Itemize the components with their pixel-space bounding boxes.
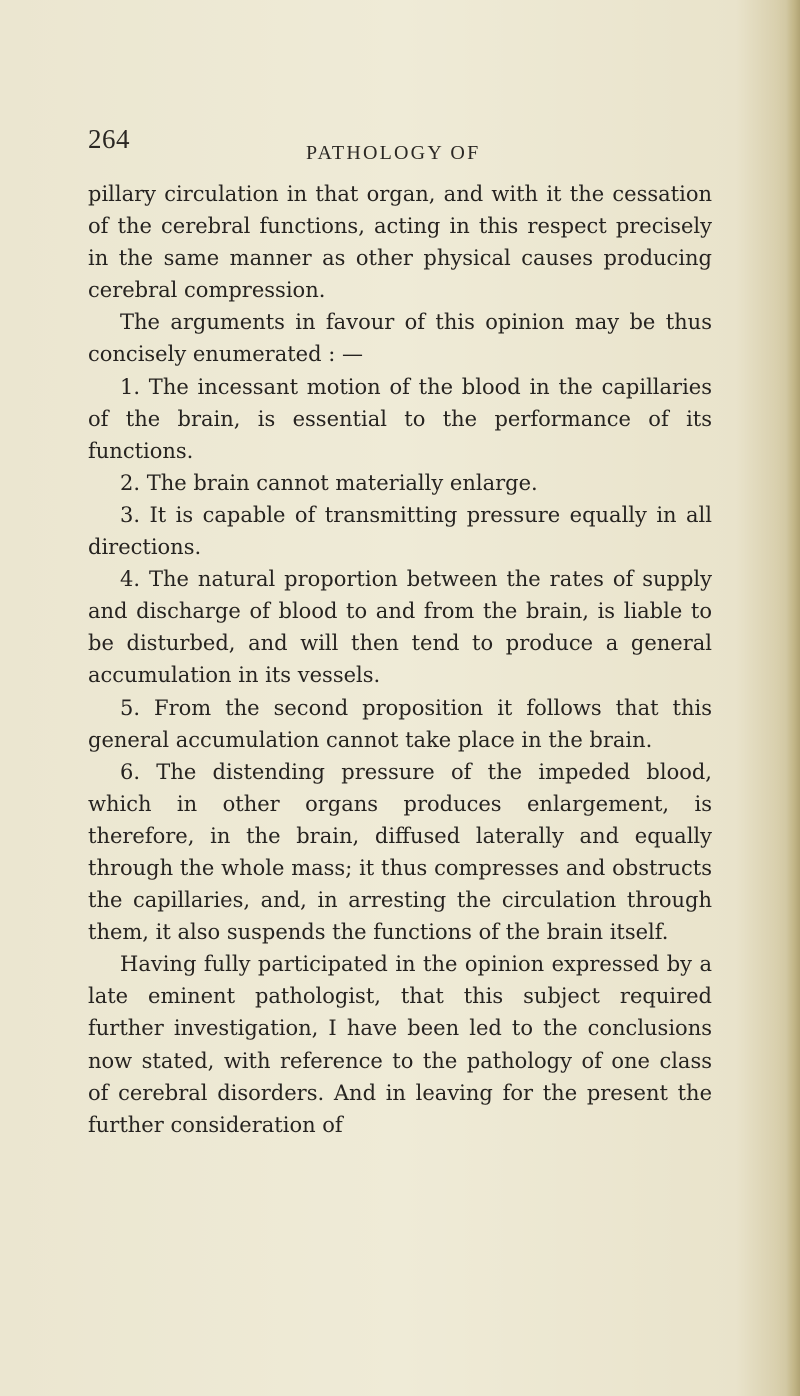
body-text <box>88 178 712 1141</box>
paragraph-argument-3: 3. It is capable of transmitting pressure equally in all directions. <box>88 502 712 560</box>
page-number: 264 <box>88 124 130 154</box>
paragraph-conclusion: Having fully participated in the opinion expressed by a late eminent pathologist, that this subject required further investigation, I have been led to the conclusions now stated, with reference to the pathology of one class of cerebral disorders. And in leaving for the present the further consideration of <box>88 952 712 1137</box>
paragraph-argument-2: 2. The brain cannot materially enlarge. <box>120 470 538 495</box>
paragraph-argument-6: 6. The distending pressure of the impeded blood, which in other organs produces enlargement, is therefore, in the brain, diffused laterally and equally through the whole mass; it thus compresses and obstructs the capillaries, and, in arresting the circulation through them, it also suspends the functions of the brain itself. <box>88 759 712 945</box>
paragraph-continuation: pillary circulation in that organ, and with it the cessation of the cerebral functions, acting in this respect precisely in the same manner as other physical causes producing cerebral compression. <box>88 182 712 303</box>
running-head: PATHOLOGY OF <box>306 142 481 164</box>
page-header <box>0 124 800 164</box>
paragraph-argument-5: 5. From the second proposition it follows that this general accumulation cannot take place in the brain. <box>88 695 712 752</box>
paragraph-arguments-intro: The arguments in favour of this opinion may be thus concisely enumerated : — <box>88 310 712 367</box>
page-edge-shadow <box>786 0 800 1396</box>
paragraph-argument-1: 1. The incessant motion of the blood in the capillaries of the brain, is essential to the performance of its functions. <box>88 374 712 463</box>
paragraph-argument-4: 4. The natural proportion between the rates of supply and discharge of blood to and from the brain, is liable to be disturbed, and will then tend to produce a general accumulation in its vessels. <box>88 567 712 688</box>
